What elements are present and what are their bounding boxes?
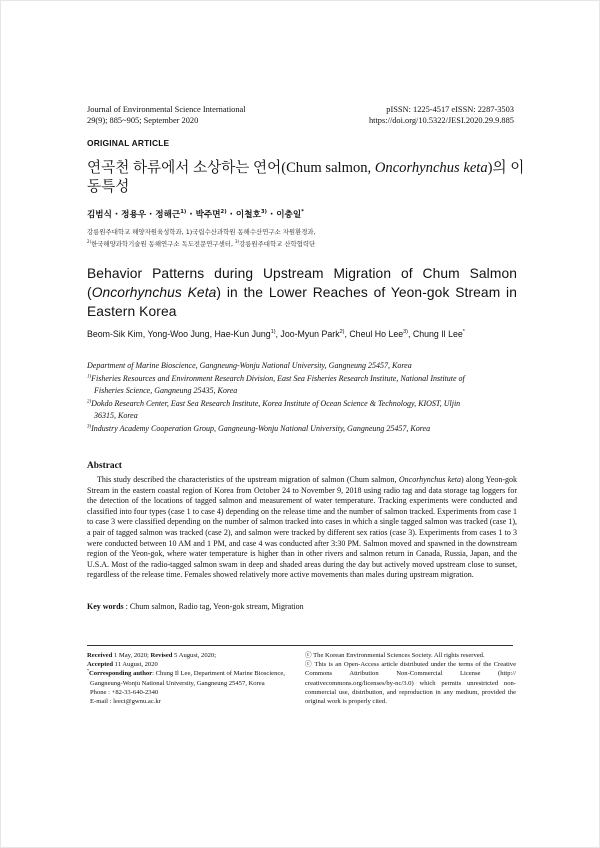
korean-title-end: )의 이동특성 bbox=[87, 160, 525, 195]
affil-mark: 1) bbox=[180, 209, 187, 216]
corresponding-address: Gangneung-Wonju National University, Gangneung 25457, Korea bbox=[90, 679, 265, 687]
affil-mark: 2) bbox=[339, 329, 345, 336]
corresponding-mark: * bbox=[301, 209, 304, 216]
affiliation-text: Fisheries Resources and Environment Research Division, East Sea Fisheries Research Institute, National Institute of bbox=[91, 373, 465, 383]
author-kr: · 이충일 bbox=[267, 210, 302, 220]
affiliation-3 bbox=[87, 423, 517, 435]
footer-divider bbox=[87, 645, 513, 646]
phone: Phone : +82-33-640-2340 bbox=[90, 688, 159, 696]
affiliation-0: Department of Marine Bioscience, Gangneung-Wonju National University, Gangneung 25457, Korea bbox=[87, 361, 412, 370]
affiliation-1-cont: Fisheries Science, Gangneung 25435, Korea bbox=[94, 386, 238, 395]
abstract-text: This study described the characteristics of the upstream migration of salmon (Chum salmon, bbox=[97, 475, 399, 484]
accepted-line bbox=[87, 660, 287, 669]
corresponding-line bbox=[87, 669, 287, 678]
affil-mark: 1) bbox=[87, 373, 92, 379]
affil-mark: 3) bbox=[235, 238, 240, 244]
korean-affiliations bbox=[87, 227, 527, 250]
received-label: Received bbox=[87, 652, 113, 659]
abstract-text: ) along Yeon-gok Stream in the eastern coastal region of Korea from October 24 to November 9, 2018 using radio tag and data storage tag loggers for the detection of the locations of tagged salmon and measurement of water temperature. Tracking experiments were conducted and classified into four types (case 1 to case 4) depending on the release time and the number of salmon tracked. Experiments from case 1 to case 3 were classified depending on the number of salmon tracked into cases in which a single tagged salmon was tracked (case 1), a pair of tagged salmon was tracked (case 2), and salmon were tracked by different sex ratios (case 3). Experiments from cases 1 to 3 were conducted between 10 AM and 1 PM, and case 4 was conducted after 3:30 PM. Salmon moved and spawned in the downstream region of the Yeon-gok, where water temperature is higher than in other rivers and salmon return in Canada, Russia, Japan, and the U.S.A. Most of the radio-tagged salmon swam in deep and shaded areas during the day but actively moved upstream close to sunset, regardless of the release time. Females showed relatively more active movements than males during upstream migration. bbox=[87, 475, 517, 580]
korean-affiliation-line: 강릉원주대학교 해양자원육성학과, 1)국립수산과학원 동해수산연구소 자원환경과, bbox=[87, 228, 316, 236]
author-kr: · 이철호 bbox=[226, 210, 261, 220]
affil-mark: 3) bbox=[260, 209, 267, 216]
english-title bbox=[87, 264, 517, 321]
affil-mark: 1) bbox=[270, 329, 276, 336]
affiliation-text: Dokdo Research Center, East Sea Research Institute, Korea Institute of Ocean Science & Technology, KIOST, Uljin bbox=[91, 398, 461, 408]
journal-name: Journal of Environmental Science International bbox=[87, 105, 246, 114]
english-title-text: Behavior Patterns during Upstream Migration of Chum Salmon ( bbox=[87, 266, 517, 300]
korean-affiliation-line bbox=[87, 239, 527, 251]
accepted-label: Accepted bbox=[87, 661, 113, 669]
english-title-end: ) in the Lower Reaches of Yeon-gok Stream in Eastern Korea bbox=[87, 285, 517, 319]
english-title-species: Oncorhynchus Keta bbox=[91, 285, 217, 300]
affiliation-2 bbox=[87, 398, 517, 410]
affiliation-1 bbox=[87, 373, 517, 385]
corresponding-mark: * bbox=[87, 668, 90, 674]
korean-title-text: 연곡천 하류에서 소상하는 연어(Chum salmon, bbox=[87, 160, 375, 176]
journal-citation bbox=[87, 104, 246, 126]
affil-mark: 2) bbox=[87, 238, 92, 244]
article-history bbox=[87, 651, 287, 706]
abstract-species: Oncorhynchus keta bbox=[398, 475, 462, 484]
author-en: , Joo-Myun Park bbox=[275, 329, 340, 339]
corresponding-author: : Chung Il Lee, Department of Marine Bioscience, bbox=[152, 670, 285, 678]
english-affiliations bbox=[87, 360, 517, 435]
korean-affiliation-text: 강릉원주대학교 산학협력단 bbox=[239, 239, 316, 248]
accepted-date: 11 August, 2020 bbox=[113, 661, 158, 669]
author-en: , Chung Il Lee bbox=[407, 329, 463, 339]
copyright-notice bbox=[305, 651, 516, 706]
corresponding-label: Corresponding author bbox=[89, 670, 153, 678]
revised-date: 5 August, 2020; bbox=[172, 652, 217, 659]
affiliation-text: Industry Academy Cooperation Group, Gangneung-Wonju National University, Gangneung 25457, Korea bbox=[91, 423, 431, 433]
journal-identifiers bbox=[369, 104, 514, 126]
korean-authors bbox=[87, 208, 304, 220]
license-text: ⓒ This is an Open-Access article distributed under the terms of the Creative Commons Attribution Non-Commercial License (http:// creativecommons.org/licenses/by-nc/3.0) which permits unrestricted non-commercial use, distribution, and reproduction in any medium, provided the original work is properly cited. bbox=[305, 661, 516, 706]
corresponding-mark: * bbox=[462, 329, 465, 336]
keywords-text: : Chum salmon, Radio tag, Yeon-gok stream, Migration bbox=[123, 602, 304, 611]
author-en: , Cheul Ho Lee bbox=[344, 329, 404, 339]
affil-mark: 2) bbox=[87, 398, 92, 404]
journal-issue: 29(9); 885~905; September 2020 bbox=[87, 116, 199, 125]
abstract-body bbox=[87, 475, 517, 581]
affiliation-2-cont: 36315, Korea bbox=[94, 411, 138, 420]
korean-title bbox=[87, 159, 527, 197]
email[interactable]: E-mail : leeci@gwnu.ac.kr bbox=[90, 698, 161, 706]
english-authors bbox=[87, 325, 517, 343]
article-type: ORIGINAL ARTICLE bbox=[87, 138, 170, 148]
copyright-line: ⓒ The Korean Environmental Sciences Society. All rights reserved. bbox=[305, 652, 485, 659]
author-kr: 김범식 · 정용우 · 정해근 bbox=[87, 210, 181, 220]
abstract-heading: Abstract bbox=[87, 461, 122, 471]
keywords-label: Key words bbox=[87, 602, 124, 611]
korean-title-species: Oncorhynchus keta bbox=[374, 160, 488, 176]
doi-link[interactable]: https://doi.org/10.5322/JESI.2020.29.9.885 bbox=[368, 116, 514, 125]
keywords bbox=[87, 602, 304, 611]
korean-affiliation-text: 한국해양과학기술원 동해연구소 독도전문연구센터, bbox=[91, 239, 236, 248]
author-en: Beom-Sik Kim, Yong-Woo Jung, Hae-Kun Jung bbox=[87, 329, 271, 339]
revised-label: Revised bbox=[150, 652, 173, 659]
affil-mark: 2) bbox=[220, 209, 227, 216]
affil-mark: 3) bbox=[403, 329, 408, 336]
history-dates bbox=[87, 651, 287, 660]
affil-mark: 3) bbox=[87, 423, 92, 429]
issn: pISSN: 1225-4517 eISSN: 2287-3503 bbox=[386, 105, 514, 114]
author-kr: · 박주면 bbox=[186, 210, 221, 220]
received-date: 1 May, 2020; bbox=[112, 652, 151, 659]
